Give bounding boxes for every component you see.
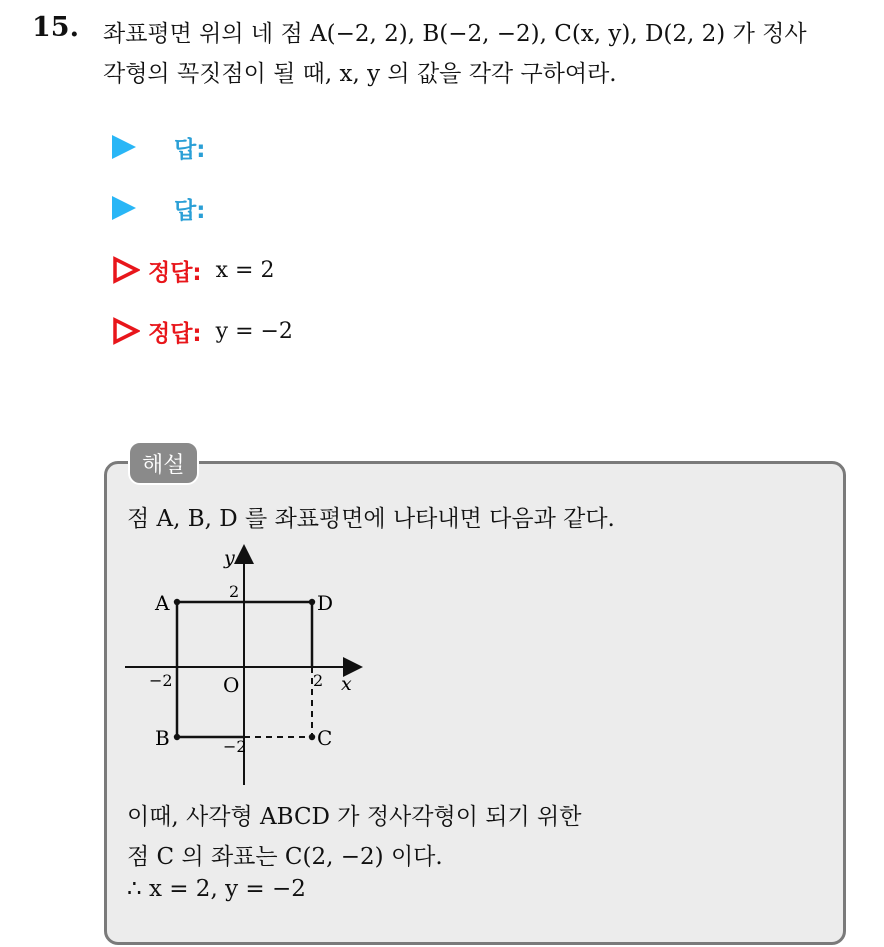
axis-y-label: y <box>224 547 235 569</box>
correct-answer-label: 정답: <box>148 320 202 347</box>
tick-neg-x: −2 <box>149 671 173 690</box>
explanation-line-4: ∴ x = 2, y = −2 <box>127 876 306 902</box>
answer-row-2 <box>112 190 205 226</box>
correct-answer-label: 정답: <box>148 259 202 286</box>
tick-pos-x: 2 <box>313 671 324 690</box>
point-d-dot <box>309 599 315 605</box>
question-number: 15. <box>32 12 79 43</box>
question-line-1: 좌표평면 위의 네 점 A(−2, 2), B(−2, −2), C(x, y), D(2, 2) 가 정사 <box>103 21 807 47</box>
question-line-2: 각형의 꼭짓점이 될 때, x, y 의 값을 각각 구하여라. <box>103 61 617 87</box>
answer-label: 답: <box>174 136 206 163</box>
point-b-dot <box>174 734 180 740</box>
tick-neg-y: −2 <box>223 737 247 756</box>
play-triangle-icon <box>112 196 136 220</box>
explanation-line-2: 이때, 사각형 ABCD 가 정사각형이 되기 위한 <box>127 804 582 830</box>
coordinate-graph <box>115 540 375 790</box>
correct-answer-row-1 <box>112 252 274 288</box>
outline-triangle-icon <box>112 317 140 345</box>
correct-answer-value: x = 2 <box>215 257 275 283</box>
play-triangle-icon <box>112 135 136 159</box>
explanation-tag: 해설 <box>128 441 199 485</box>
point-a-label: A <box>155 591 170 615</box>
point-b-label: B <box>155 726 170 750</box>
tick-pos-y: 2 <box>229 582 240 601</box>
outline-triangle-icon <box>112 256 140 284</box>
explanation-line-1: 점 A, B, D 를 좌표평면에 나타내면 다음과 같다. <box>127 506 615 532</box>
point-c-dot <box>309 734 315 740</box>
point-c-label: C <box>317 726 333 750</box>
explanation-line-3: 점 C 의 좌표는 C(2, −2) 이다. <box>127 844 443 870</box>
question-text <box>103 14 873 94</box>
point-d-label: D <box>317 591 334 615</box>
correct-answer-value: y = −2 <box>215 318 293 344</box>
correct-answer-row-2 <box>112 313 293 349</box>
point-a-dot <box>174 599 180 605</box>
answer-row-1 <box>112 129 205 165</box>
origin-label: O <box>223 673 240 697</box>
axis-x-label: x <box>341 673 352 695</box>
answer-label: 답: <box>174 197 206 224</box>
